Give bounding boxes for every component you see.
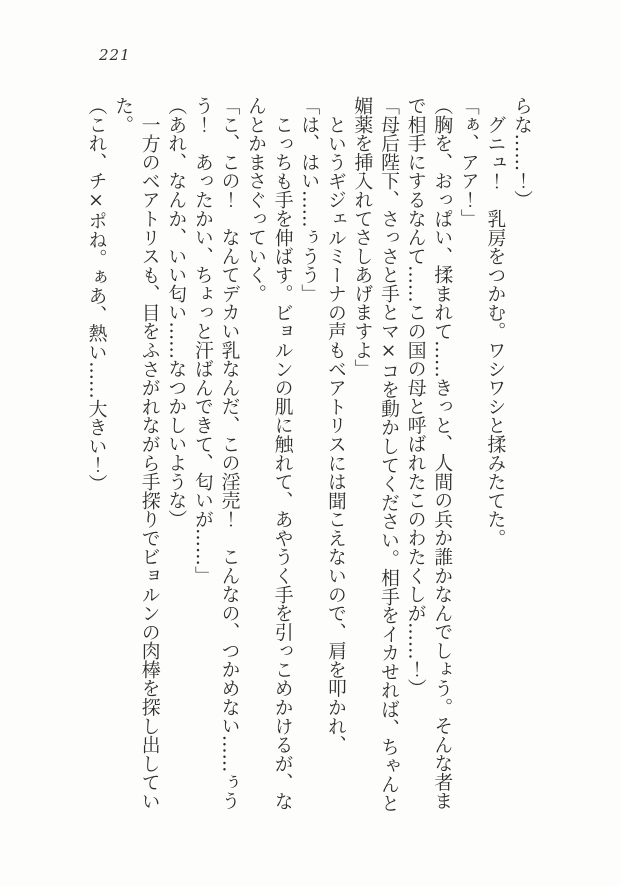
text-line-5: で相手にするなんて……この国の母と呼ばれたこのわたくしが……！） [404, 96, 426, 698]
text-line-17: （これ、チ×ポね。ぁあ、熱い……大きい！） [85, 96, 107, 493]
page-number: 221 [99, 46, 131, 64]
text-line-3: 「ぁ、アア！」 [457, 96, 479, 228]
text-line-9: 「は、はい……ぅうう」 [298, 96, 320, 303]
text-line-7: 媚薬を挿入れてさしあげますよ」 [351, 96, 373, 378]
text-line-16: た。 [112, 96, 134, 134]
text-line-4: （胸を、おっぱい、揉まれて……きっと、人間の兵か誰かなんでしょう。そんな者ま [431, 96, 453, 811]
text-line-12: 「こ、この！ なんてデカい乳なんだ、この淫売！ こんなの、つかめない……ぅう [218, 96, 240, 811]
text-line-2: グニュ！ 乳房をつかむ。ワシワシと揉みたてた。 [484, 114, 506, 547]
text-line-13: う！ あったかい、ちょっと汗ばんできて、匂いが……」 [191, 96, 213, 585]
text-line-10: こっちも手を伸ばす。ビョルンの肌に触れて、あやうく手を引っこめかけるが、な [271, 114, 293, 811]
text-line-6: 「母后陛下、さっさと手とマ×コを動かしてください。相手をイカせれば、ちゃんと [378, 96, 400, 813]
text-line-11: んとかまさぐっていく。 [245, 96, 267, 303]
text-line-15: 一方のベアトリスも、目をふさがれながら手探りでビョルンの肉棒を探し出してい [138, 114, 160, 811]
text-line-1: らな……！） [511, 96, 532, 209]
text-line-8: というギジェルミーナの声もベアトリスには聞こえないので、肩を叩かれ、 [324, 114, 346, 754]
vertical-text-block [82, 96, 534, 814]
text-line-14: （あれ、なんか、いい匂い……なつかしいような） [165, 96, 187, 529]
